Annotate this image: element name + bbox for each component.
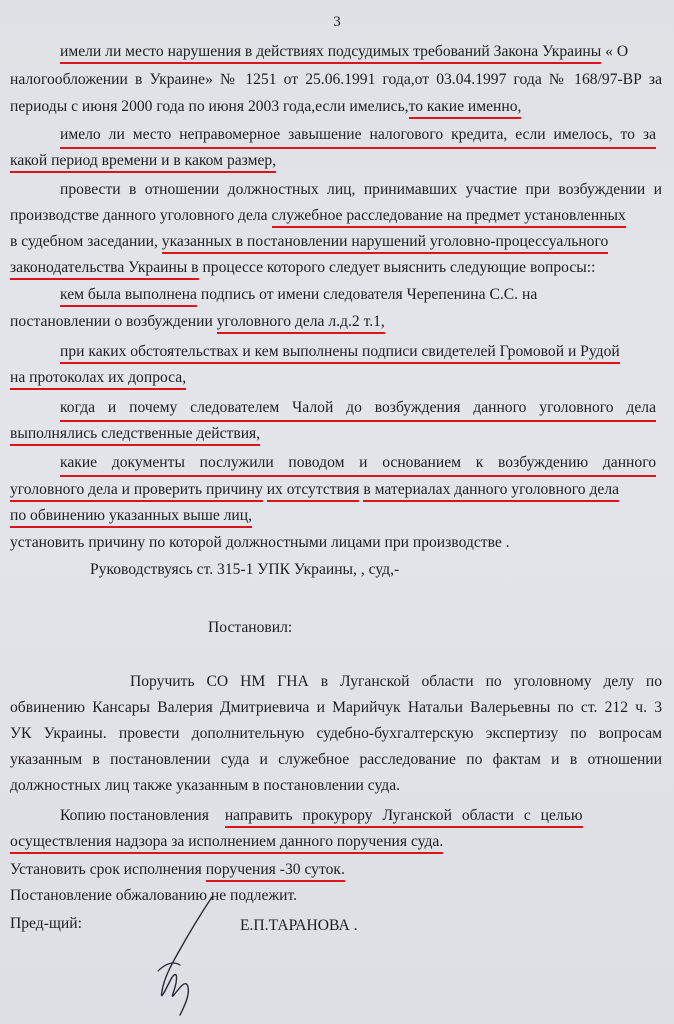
underlined-phrase: законодательства Украины в <box>10 259 199 280</box>
underlined-phrase: выполнялись следственные действия, <box>10 425 260 446</box>
line-16 <box>60 453 656 477</box>
line-26 <box>60 806 662 826</box>
line-13 <box>10 368 186 388</box>
line-text: Установить срок исполнения <box>10 861 202 878</box>
line-2: налогообложении в Украине» № 1251 от 25.06.1991 года,от 03.04.1997 года № 168/97-ВР за <box>10 71 662 88</box>
handwritten-signature <box>140 895 250 1020</box>
line-24: указанным в постановлении суда и служебное расследование по фактам и в отношении <box>10 751 662 768</box>
line-8 <box>10 232 608 252</box>
underlined-phrase: их отсутствия <box>267 481 360 502</box>
line-7 <box>10 206 626 226</box>
underlined-phrase: уголовного дела л.д.2 т.1, <box>217 313 385 334</box>
line-29: Постановление обжалованию не подлежит. <box>10 887 298 904</box>
line-9 <box>10 258 595 278</box>
underlined-phrase: какие документы послужили поводом и основанием к возбуждению данного <box>60 453 656 477</box>
line-10 <box>60 285 537 305</box>
line-18 <box>10 506 252 526</box>
signature-label: Пред-щий: <box>10 915 82 932</box>
line-text: « О <box>605 43 629 60</box>
line-21: Поручить СО НМ ГНА в Луганской области по уголовному делу по <box>130 673 662 690</box>
line-20: Руководствуясь ст. 315-1 УПК Украины, , суд,- <box>90 561 400 578</box>
line-text: постановлении о возбуждении <box>10 313 213 330</box>
line-27 <box>10 832 443 852</box>
line-22: обвинению Кансары Валерия Дмитриевича и Марийчук Натальи Валерьевны по ст. 212 ч. 3 <box>10 699 662 716</box>
underlined-phrase: какой период времени и в каком размер, <box>10 152 276 173</box>
line-28 <box>10 860 345 880</box>
signer-name: Е.П.ТАРАНОВА . <box>240 917 358 934</box>
page-number: 3 <box>333 14 341 30</box>
line-15 <box>10 424 260 444</box>
line-19: установить причину по которой должностными лицами при производстве . <box>10 534 510 551</box>
line-4 <box>60 125 662 149</box>
underlined-phrase: кем была выполнена <box>60 286 197 307</box>
line-6: провести в отношении должностных лиц, принимавших участие при возбуждении и <box>60 181 662 198</box>
line-1 <box>60 42 628 62</box>
line-25: должностных лиц также указанным в постановлении суда. <box>10 777 401 794</box>
underlined-phrase: направить прокурору Луганской области с целью <box>225 807 583 828</box>
line-12 <box>60 342 620 362</box>
line-14 <box>60 398 656 422</box>
underlined-phrase: поручения -30 суток. <box>206 861 345 882</box>
underlined-phrase: имело ли место неправомерное завышение налогового кредита, если имелось, то за <box>60 125 656 149</box>
line-11 <box>10 312 385 332</box>
decision-heading: Постановил: <box>208 619 293 636</box>
line-17 <box>10 480 619 500</box>
underlined-phrase: в материалах данного уголовного дела <box>363 481 619 502</box>
line-text: Копию постановления <box>60 807 209 824</box>
line-text: в судебном заседании, <box>10 233 158 250</box>
underlined-phrase: при каких обстоятельствах и кем выполнены подписи свидетелей Громовой и Рудой <box>60 343 620 364</box>
underlined-phrase: служебное расследование на предмет установленных <box>272 207 626 228</box>
line-text: периоды с июня 2000 года по июня 2003 года,если имелись, <box>10 98 409 115</box>
line-5 <box>10 151 276 171</box>
underlined-phrase: осуществления надзора за исполнением данного поручения суда. <box>10 833 443 854</box>
underlined-phrase: по обвинению указанных выше лиц, <box>10 507 252 528</box>
line-text: процессе которого следует выяснить следующие вопросы:: <box>202 259 596 276</box>
underlined-phrase: когда и почему следователем Чалой до возбуждения данного уголовного дела <box>60 398 656 422</box>
line-3 <box>10 97 521 117</box>
line-23: УК Украины. провести дополнительную судебно-бухгалтерскую экспертизу по вопросам <box>10 725 662 742</box>
underlined-phrase: имели ли место нарушения в действиях подсудимых требований Закона Украины <box>60 43 601 64</box>
underlined-phrase: то какие именно, <box>409 98 522 119</box>
underlined-phrase: на протоколах их допроса, <box>10 369 186 390</box>
underlined-phrase: уголовного дела и проверить причину <box>10 481 263 502</box>
line-text: производстве данного уголовного дела <box>10 207 268 224</box>
underlined-phrase: указанных в постановлении нарушений уголовно-процессуального <box>162 233 609 254</box>
line-text: подпись от имени следователя Черепенина С.С. на <box>200 286 538 303</box>
